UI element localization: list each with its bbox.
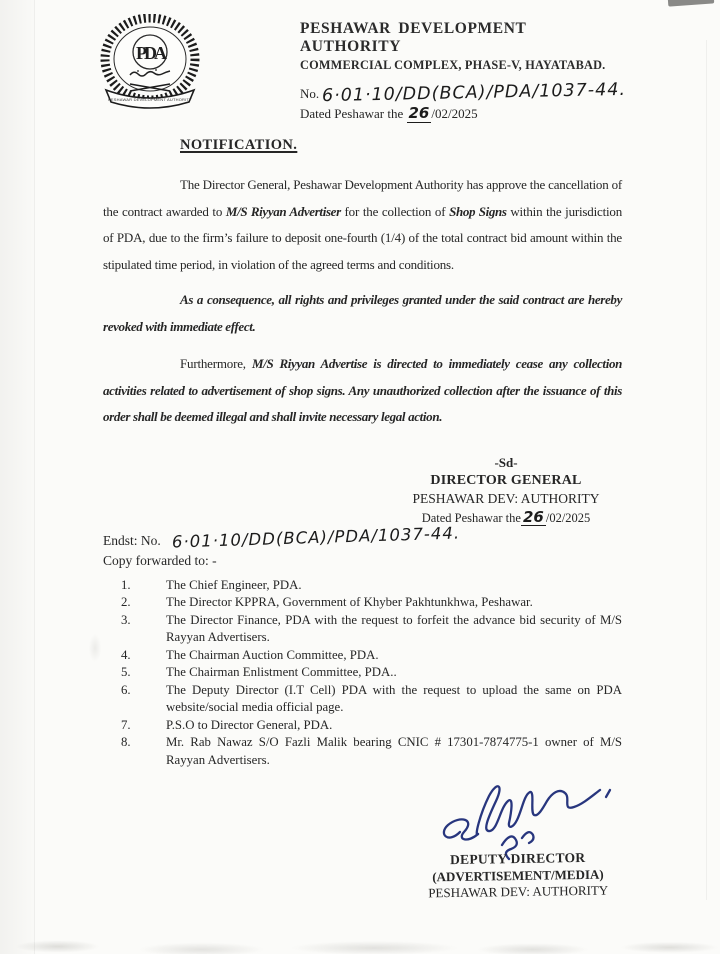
p1-text: for the collection of xyxy=(340,203,450,219)
item-text: The Chairman Auction Committee, PDA. xyxy=(166,647,379,662)
list-item xyxy=(121,612,622,647)
item-text: The Chairman Enlistment Committee, PDA.. xyxy=(166,665,397,679)
item-number: 1. xyxy=(121,577,131,592)
contractor-name: M/S Riyyan Advertiser xyxy=(225,203,341,219)
list-item xyxy=(121,594,622,612)
reference-line xyxy=(300,79,630,107)
item-text: Mr. Rab Nawaz S/O Fazli Malik bearing CNIC # 17301-7874775-1 owner of M/S Rayyan Advertisers. xyxy=(166,735,622,767)
date-rest: /02/2025 xyxy=(431,106,478,121)
ref-label: No. xyxy=(300,86,320,101)
endst-label: Endst: No. xyxy=(103,532,161,548)
list-item xyxy=(121,734,622,769)
list-item xyxy=(121,664,622,682)
signatory-title: DIRECTOR GENERAL xyxy=(430,472,582,488)
footer-department: (ADVERTISEMENT/MEDIA) xyxy=(432,866,604,884)
item-number: 3. xyxy=(121,612,131,627)
signatory-org: PESHAWAR DEV: AUTHORITY xyxy=(412,490,600,506)
endorsement-line xyxy=(103,522,622,552)
item-number: 7. xyxy=(121,717,131,732)
item-text: The Director KPPRA, Government of Khyber Pakhtunkhwa, Peshawar. xyxy=(166,595,533,609)
endst-number-handwritten: 6·01·10/DD(BCA)/PDA/1037-44. xyxy=(171,522,461,552)
pda-emblem-icon xyxy=(94,14,206,120)
item-number: 2. xyxy=(121,595,131,609)
footer-org: PESHAWAR DEV: AUTHORITY xyxy=(428,882,609,901)
scan-right-crease xyxy=(706,40,707,900)
svg-text:PESHAWAR DEVELOPMENT AUTHORITY: PESHAWAR DEVELOPMENT AUTHORITY xyxy=(108,97,192,102)
list-item xyxy=(121,682,622,717)
org-name: PESHAWAR DEVELOPMENT AUTHORITY xyxy=(300,20,527,55)
date-prefix: Dated Peshawar the xyxy=(300,106,404,121)
item-number: 4. xyxy=(121,647,131,662)
item-text: The Deputy Director (I.T Cell) PDA with the request to upload the same on PDA website/social media official page. xyxy=(166,682,622,714)
footer-signatory-text xyxy=(398,849,639,902)
list-item xyxy=(121,717,622,735)
copy-forwarded-line: Copy forwarded to: - xyxy=(103,552,217,568)
handwritten-signature-icon xyxy=(416,770,626,862)
sig-date-rest: /02/2025 xyxy=(545,510,591,525)
ref-number-handwritten: 6·01·10/DD(BCA)/PDA/1037-44. xyxy=(322,79,627,107)
director-general-signature-block xyxy=(376,455,636,526)
p3-directive: M/S Riyyan Advertise is directed to immediately cease any collection activities related to advertisement of shop signs. Any unauthorized collection after the issuance of this order shall be deemed illegal and shall invite necessary legal action. xyxy=(103,356,622,424)
svg-text:PDA: PDA xyxy=(136,43,164,63)
paragraph-3 xyxy=(103,351,622,431)
item-text: P.S.O to Director General, PDA. xyxy=(166,717,333,732)
item-number: 8. xyxy=(121,735,131,749)
paragraph-2: As a consequence, all rights and privileges granted under the said contract are hereby revoked with immediate effect. xyxy=(103,292,622,334)
letterhead xyxy=(300,20,630,123)
scan-corner-artifact xyxy=(668,0,715,7)
letter-body xyxy=(103,136,622,769)
date-line xyxy=(300,104,630,123)
item-text: The Director Finance, PDA with the request to forfeit the advance bid security of M/S Rayyan Advertisers. xyxy=(166,612,622,644)
item-number: 6. xyxy=(121,682,131,697)
scan-smudge xyxy=(86,628,104,668)
notification-title: NOTIFICATION. xyxy=(180,137,298,153)
scan-left-edge-line xyxy=(34,0,35,954)
sd-mark: -Sd- xyxy=(494,454,518,470)
sig-date-prefix: Dated Peshawar the xyxy=(421,510,521,525)
p1-text: within the jurisdiction of PDA, due to the firm’s failure to deposit one-fourth (1/4) of the total contract bid amount within the stipulated time period, in violation of the agreed terms and conditions. xyxy=(103,203,622,272)
date-day-handwritten: 26 xyxy=(408,104,430,122)
paragraph-1 xyxy=(103,172,622,278)
recipients-list xyxy=(103,577,622,770)
item-number: 5. xyxy=(121,665,131,679)
org-address: COMMERCIAL COMPLEX, PHASE-V, HAYATABAD. xyxy=(300,58,606,72)
item-text: The Chief Engineer, PDA. xyxy=(166,577,302,592)
p1-text: The Director General, Peshawar Development Authority has approve the cancellation of the contract awarded to xyxy=(103,177,623,219)
scan-left-edge-shade xyxy=(0,0,34,954)
signature-date-line xyxy=(376,509,636,526)
pda-logo xyxy=(94,14,206,120)
footer-title: DEPUTY DIRECTOR xyxy=(449,849,586,868)
shop-signs-term: Shop Signs xyxy=(449,203,507,219)
list-item xyxy=(121,647,622,665)
scan-bottom-noise xyxy=(0,924,720,954)
list-item xyxy=(121,577,622,595)
p3-lead: Furthermore, xyxy=(180,356,253,371)
sig-date-day-handwritten: 26 xyxy=(522,507,544,526)
